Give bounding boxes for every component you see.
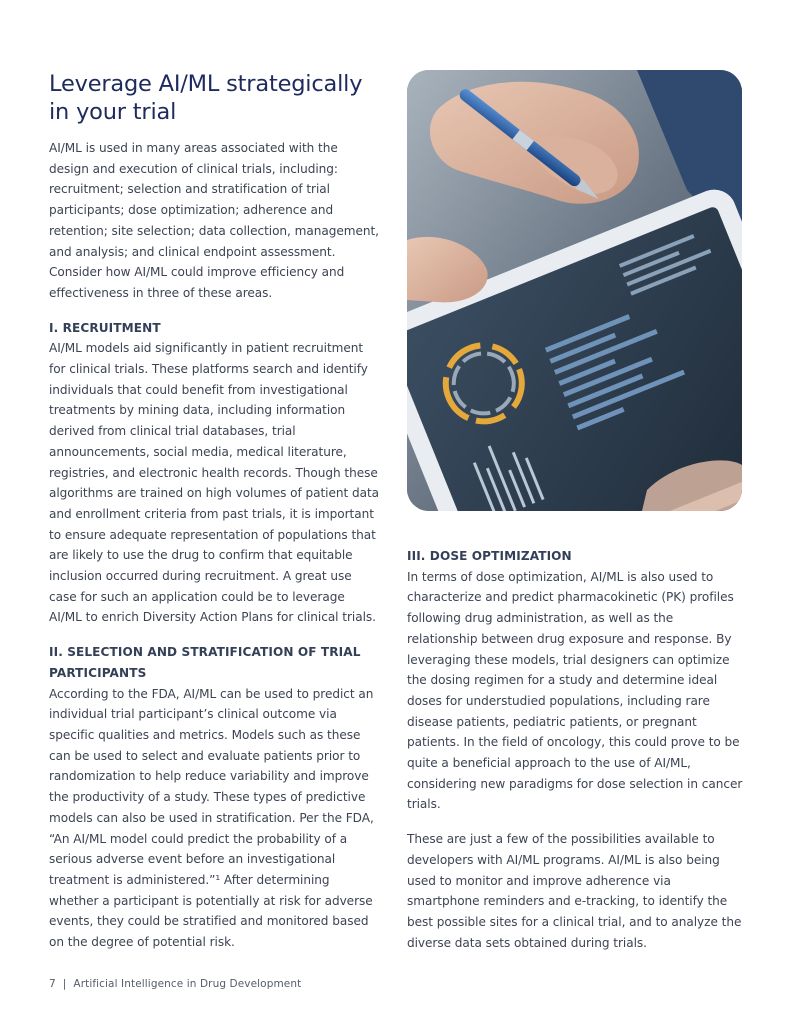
- intro-paragraph: AI/ML is used in many areas associated with the design and execution of clinical trials, including: recruitment; selection and stratification of trial participants; dose optimization; adherence and retention; site selection; data collection, management, and analysis; and clinical endpoint assessment. Consider how AI/ML could improve efficiency and effectiveness in three of these areas.: [49, 141, 379, 300]
- right-column: [407, 546, 743, 953]
- tablet-illustration: [407, 70, 742, 511]
- page-footer: [49, 978, 301, 990]
- selection-heading: II. SELECTION AND STRATIFICATION OF TRIAL PARTICIPANTS: [49, 645, 361, 680]
- left-column: [49, 70, 381, 953]
- recruitment-heading: I. RECRUITMENT: [49, 320, 161, 335]
- page-heading: Leverage AI/ML strategically in your trial: [49, 71, 363, 125]
- hero-image-tablet-analytics: [407, 70, 742, 511]
- closing-paragraph: These are just a few of the possibilities available to developers with AI/ML programs. AI/ML is also being used to monitor and improve adherence via smartphone reminders and e-tracking, to identify the best possible sites for a clinical trial, and to analyze the diverse data sets obtained during trials.: [407, 832, 742, 950]
- selection-paragraph: According to the FDA, AI/ML can be used to predict an individual trial participant’s clinical outcome via specific qualities and metrics. Models such as these can be used to select and evaluate patients prior to randomization to help reduce variability and improve the productivity of a study. These types of predictive models can also be used in stratification. Per the FDA, “An AI/ML model could predict the probability of a serious adverse event before an investigational treatment is administered.”¹ After determining whether a participant is potentially at risk for adverse events, they could be stratified and monitored based on the degree of potential risk.: [49, 686, 374, 950]
- page-number: 7: [49, 978, 56, 990]
- recruitment-paragraph: AI/ML models aid significantly in patient recruitment for clinical trials. These platforms search and identify individuals that could benefit from investigational treatments by mining data, including information derived from clinical trial databases, trial announcements, social media, medical literature, registries, and electronic health records. Though these algorithms are trained on high volumes of patient data and enrollment criteria from past trials, it is important to ensure adequate representation of populations that are likely to use the drug to confirm that equitable inclusion occurred during recruitment. A great use case for such an application could be to leverage AI/ML to enrich Diversity Action Plans for clinical trials.: [49, 341, 380, 625]
- dose-heading: III. DOSE OPTIMIZATION: [407, 549, 572, 563]
- document-title: Artificial Intelligence in Drug Development: [73, 978, 302, 990]
- dose-paragraph: In terms of dose optimization, AI/ML is also used to characterize and predict pharmacokinetic (PK) profiles following drug administration, as well as the relationship between drug exposure and response. By leveraging these models, trial designers can optimize the dosing regimen for a study and determine ideal doses for understudied populations, including rare disease patients, pediatric patients, or pregnant patients. In the field of oncology, this could prove to be quite a beneficial approach to the use of AI/ML, considering new paradigms for dose selection in cancer trials.: [407, 569, 743, 812]
- footer-separator: |: [62, 978, 67, 990]
